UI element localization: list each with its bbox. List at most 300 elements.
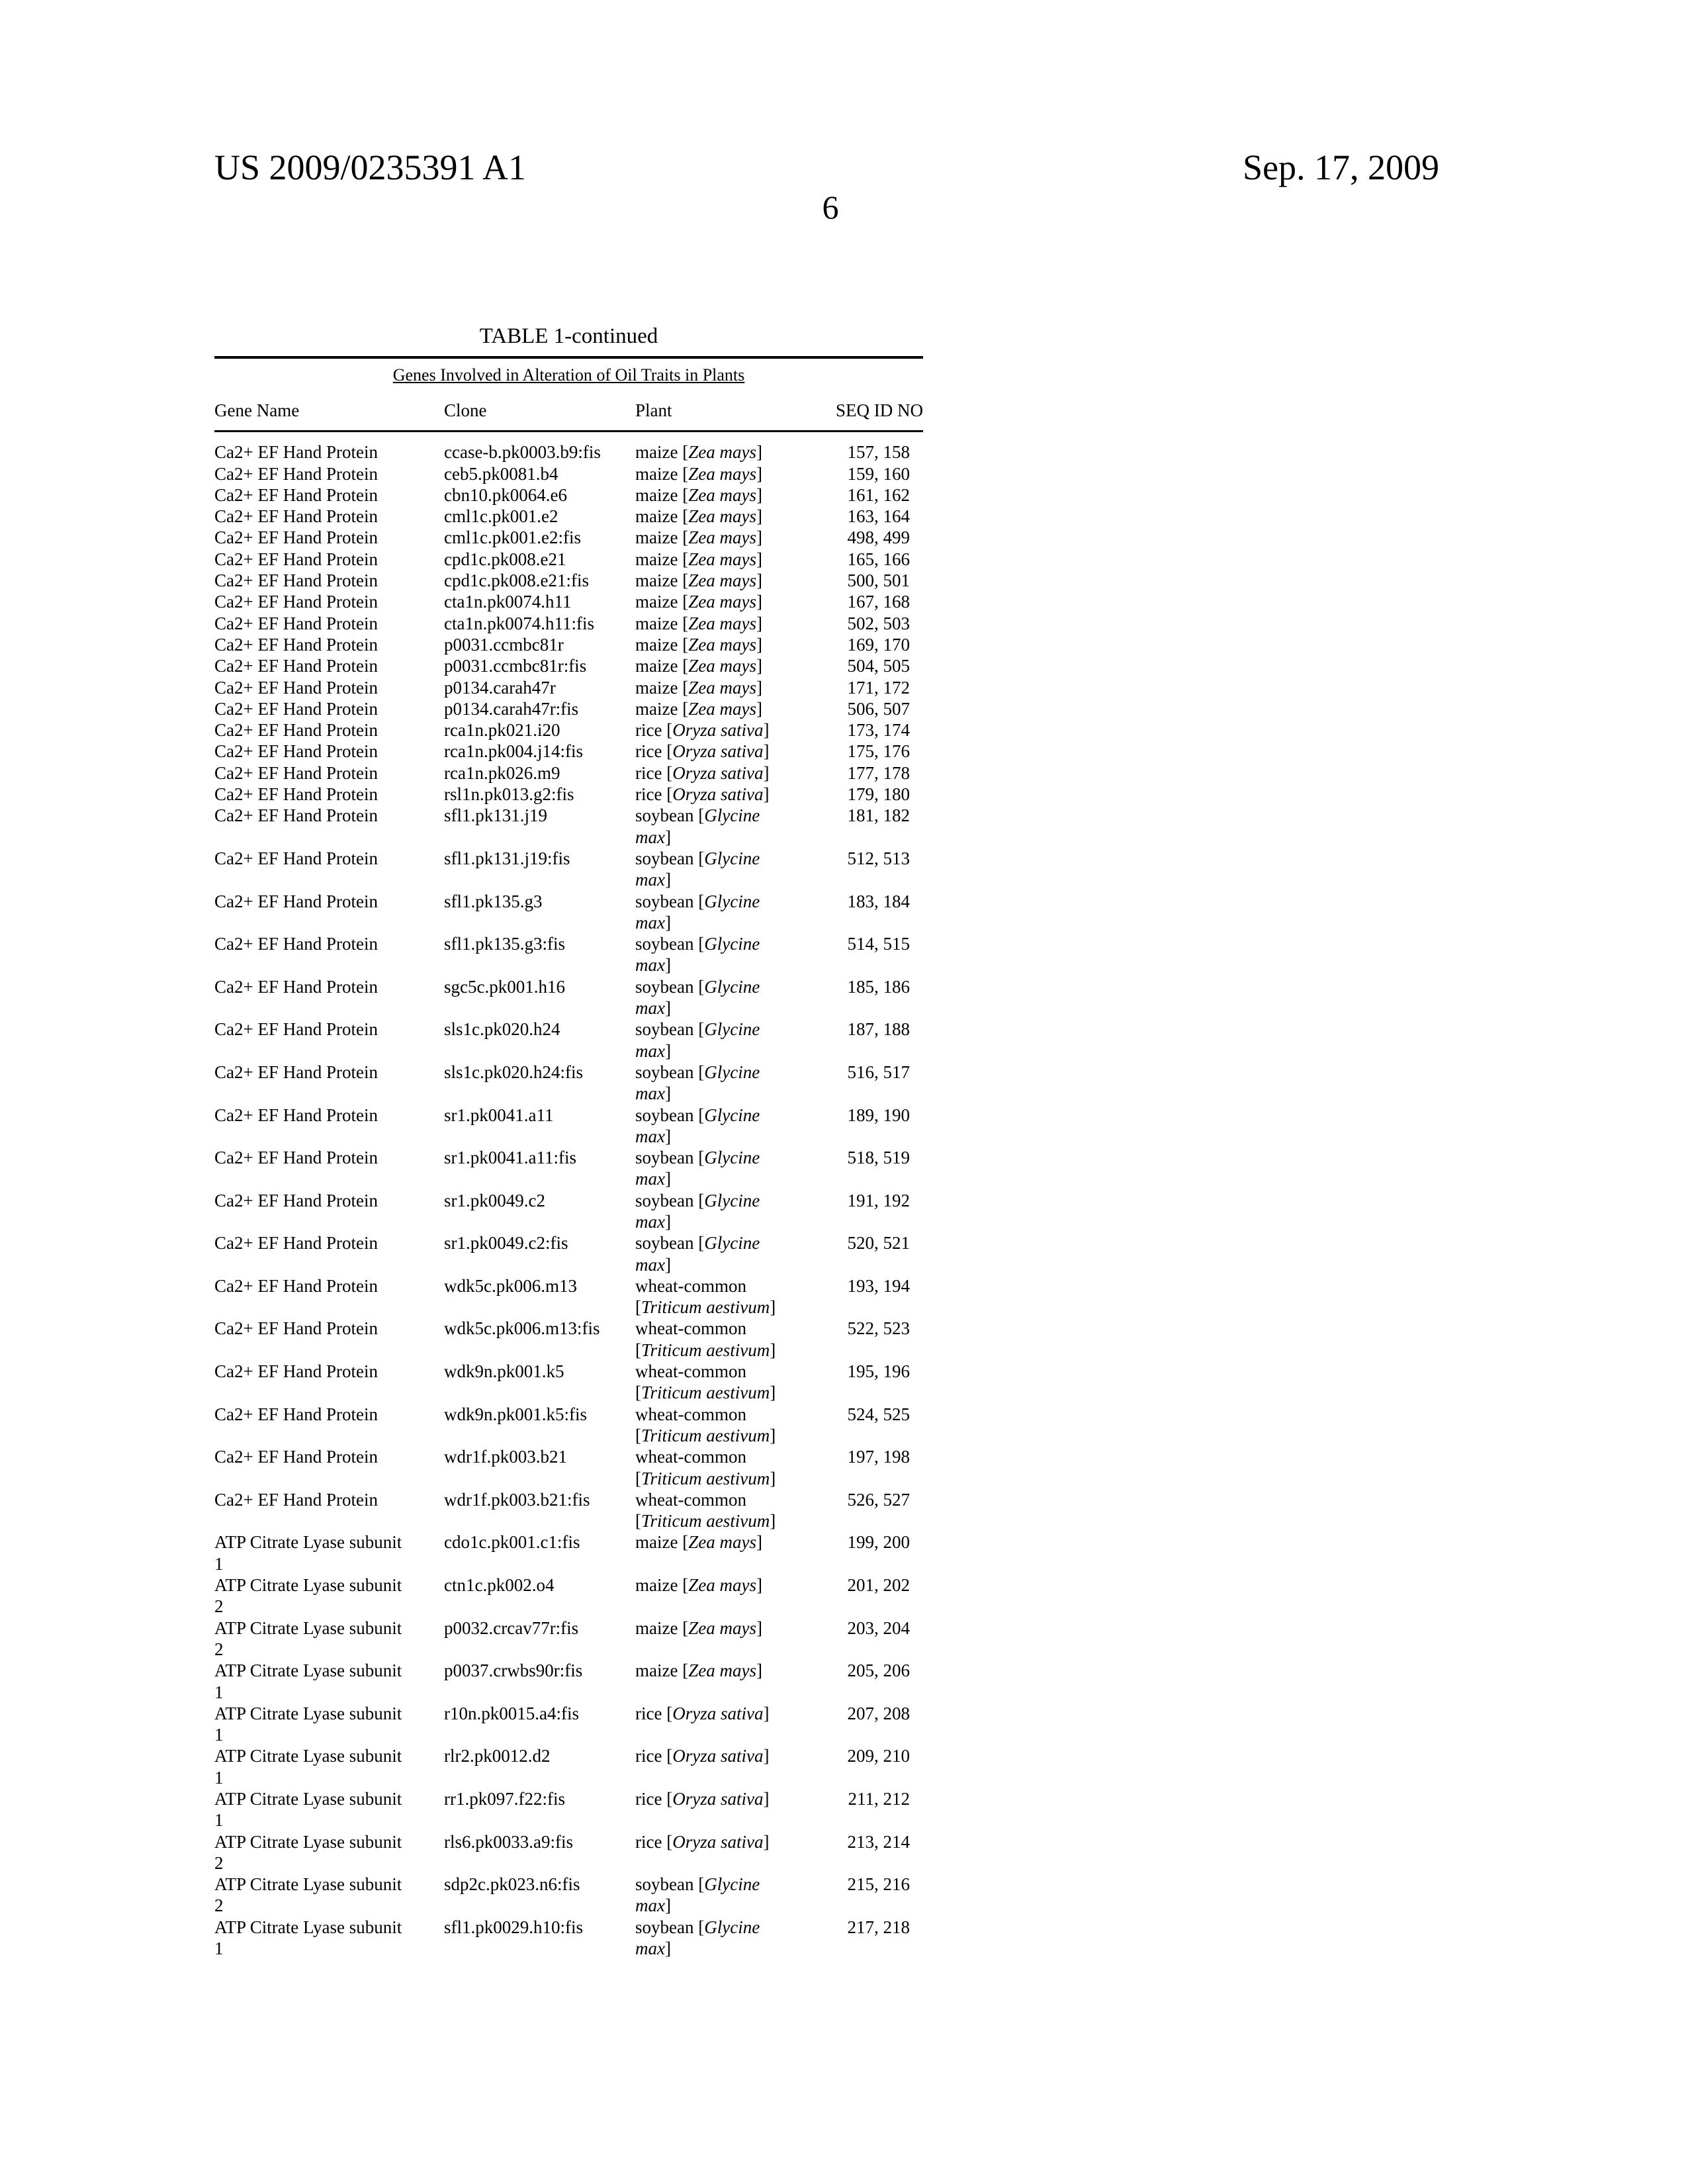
plant-latin-name: Glycine <box>704 1105 760 1125</box>
clone-cell: rsl1n.pk013.g2:fis <box>444 784 635 805</box>
plant-common-name: maize <box>635 549 678 569</box>
gene-name-cell: Ca2+ EF Hand Protein <box>214 719 444 741</box>
clone-cell: sr1.pk0049.c2 <box>444 1190 635 1233</box>
table-row <box>214 1831 923 1874</box>
plant-common-name: maize <box>635 614 678 633</box>
seq-id-cell: 175, 176 <box>814 741 910 762</box>
plant-cell: soybean [Glycine max] <box>635 1874 814 1917</box>
gene-name-cell: Ca2+ EF Hand Protein <box>214 762 444 784</box>
seq-id-cell: 159, 160 <box>814 463 910 484</box>
table-row <box>214 463 923 484</box>
table-row <box>214 506 923 527</box>
plant-latin-name: Zea mays <box>688 699 756 719</box>
plant-latin-name-cont: max <box>635 913 665 933</box>
gene-name-cell: Ca2+ EF Hand Protein <box>214 1361 444 1404</box>
plant-cell: maize [Zea mays] <box>635 591 814 612</box>
plant-latin-name: Zea mays <box>688 464 756 484</box>
plant-common-name: maize <box>635 1618 678 1638</box>
clone-cell: wdr1f.pk003.b21 <box>444 1446 635 1489</box>
table-row <box>214 805 923 848</box>
plant-latin-name: Triticum aestivum <box>641 1426 770 1445</box>
gene-name-cell: Ca2+ EF Hand Protein <box>214 1232 444 1275</box>
publication-date: Sep. 17, 2009 <box>1243 147 1439 188</box>
clone-cell: rca1n.pk026.m9 <box>444 762 635 784</box>
plant-common-name: soybean <box>635 1105 693 1125</box>
plant-common-name: maize <box>635 1532 678 1552</box>
table-row <box>214 1318 923 1361</box>
clone-cell: sdp2c.pk023.n6:fis <box>444 1874 635 1917</box>
plant-common-name: soybean <box>635 977 693 997</box>
plant-common-name: maize <box>635 699 678 719</box>
table-row <box>214 719 923 741</box>
plant-cell: wheat-common [Triticum aestivum] <box>635 1489 814 1532</box>
gene-name-cell: Ca2+ EF Hand Protein <box>214 527 444 548</box>
gene-name-cell: Ca2+ EF Hand Protein <box>214 1275 444 1318</box>
gene-name-cell: Ca2+ EF Hand Protein <box>214 698 444 719</box>
plant-common-name: maize <box>635 570 678 590</box>
clone-cell: rls6.pk0033.a9:fis <box>444 1831 635 1874</box>
plant-common-name: wheat-common <box>635 1447 746 1467</box>
clone-cell: wdk9n.pk001.k5:fis <box>444 1404 635 1447</box>
plant-latin-name: Zea mays <box>688 614 756 633</box>
gene-name-cell: Ca2+ EF Hand Protein <box>214 1105 444 1148</box>
clone-cell: p0134.carah47r:fis <box>444 698 635 719</box>
clone-cell: cta1n.pk0074.h11:fis <box>444 613 635 634</box>
gene-name-cell: Ca2+ EF Hand Protein <box>214 1446 444 1489</box>
table-row <box>214 762 923 784</box>
table-row <box>214 1703 923 1746</box>
gene-name-cell: Ca2+ EF Hand Protein <box>214 784 444 805</box>
plant-common-name: rice <box>635 784 662 804</box>
table-row <box>214 549 923 570</box>
gene-name-cell: Ca2+ EF Hand Protein <box>214 655 444 676</box>
seq-id-cell: 191, 192 <box>814 1190 910 1233</box>
gene-name-cell: Ca2+ EF Hand Protein <box>214 484 444 506</box>
gene-name-cell: Ca2+ EF Hand Protein <box>214 1489 444 1532</box>
plant-cell: maize [Zea mays] <box>635 463 814 484</box>
plant-common-name: soybean <box>635 848 693 868</box>
table-row <box>214 1874 923 1917</box>
plant-cell: soybean [Glycine max] <box>635 891 814 934</box>
table-caption <box>214 359 923 388</box>
gene-name-cell: Ca2+ EF Hand Protein <box>214 506 444 527</box>
clone-cell: sfl1.pk0029.h10:fis <box>444 1917 635 1960</box>
seq-id-cell: 526, 527 <box>814 1489 910 1532</box>
seq-id-cell: 498, 499 <box>814 527 910 548</box>
clone-cell: rlr2.pk0012.d2 <box>444 1745 635 1788</box>
plant-common-name: maize <box>635 592 678 612</box>
seq-id-cell: 201, 202 <box>814 1574 910 1617</box>
plant-cell: soybean [Glycine max] <box>635 848 814 891</box>
genes-table <box>214 323 923 1959</box>
table-row <box>214 741 923 762</box>
table-row <box>214 1062 923 1105</box>
table-row <box>214 441 923 463</box>
column-header-seq-id: SEQ ID NO <box>814 400 923 421</box>
seq-id-cell: 502, 503 <box>814 613 910 634</box>
plant-latin-name: Zea mays <box>688 570 756 590</box>
clone-cell: wdr1f.pk003.b21:fis <box>444 1489 635 1532</box>
clone-cell: sfl1.pk135.g3 <box>444 891 635 934</box>
plant-latin-name: Oryza sativa <box>672 741 763 761</box>
seq-id-cell: 514, 515 <box>814 933 910 976</box>
table-row <box>214 655 923 676</box>
seq-id-cell: 189, 190 <box>814 1105 910 1148</box>
plant-latin-name-cont: max <box>635 998 665 1018</box>
clone-cell: p0037.crwbs90r:fis <box>444 1660 635 1703</box>
plant-cell: rice [Oryza sativa] <box>635 1788 814 1831</box>
column-header-gene-name: Gene Name <box>214 400 444 421</box>
plant-cell: soybean [Glycine max] <box>635 805 814 848</box>
plant-cell: maize [Zea mays] <box>635 1660 814 1703</box>
table-row <box>214 1531 923 1574</box>
clone-cell: sls1c.pk020.h24 <box>444 1019 635 1062</box>
table-row <box>214 1617 923 1661</box>
clone-cell: p0032.crcav77r:fis <box>444 1617 635 1661</box>
gene-name-cell: Ca2+ EF Hand Protein <box>214 570 444 591</box>
plant-latin-name: Zea mays <box>688 442 756 462</box>
clone-cell: r10n.pk0015.a4:fis <box>444 1703 635 1746</box>
table-row <box>214 1660 923 1703</box>
seq-id-cell: 518, 519 <box>814 1147 910 1190</box>
plant-latin-name: Zea mays <box>688 678 756 698</box>
plant-common-name: rice <box>635 1789 662 1809</box>
clone-cell: sls1c.pk020.h24:fis <box>444 1062 635 1105</box>
plant-cell: wheat-common [Triticum aestivum] <box>635 1318 814 1361</box>
seq-id-cell: 187, 188 <box>814 1019 910 1062</box>
plant-latin-name: Zea mays <box>688 485 756 505</box>
plant-latin-name: Oryza sativa <box>672 720 763 740</box>
plant-latin-name: Oryza sativa <box>672 1832 763 1852</box>
plant-latin-name: Oryza sativa <box>672 784 763 804</box>
table-row <box>214 570 923 591</box>
seq-id-cell: 197, 198 <box>814 1446 910 1489</box>
plant-common-name: maize <box>635 1575 678 1595</box>
seq-id-cell: 173, 174 <box>814 719 910 741</box>
seq-id-cell: 195, 196 <box>814 1361 910 1404</box>
publication-number: US 2009/0235391 A1 <box>214 147 526 188</box>
plant-common-name: maize <box>635 485 678 505</box>
gene-name-cell: ATP Citrate Lyase subunit 1 <box>214 1703 444 1746</box>
clone-cell: sgc5c.pk001.h16 <box>444 976 635 1019</box>
plant-latin-name: Glycine <box>704 934 760 954</box>
plant-common-name: wheat-common <box>635 1318 746 1338</box>
plant-cell: soybean [Glycine max] <box>635 1105 814 1148</box>
seq-id-cell: 512, 513 <box>814 848 910 891</box>
plant-latin-name: Glycine <box>704 848 760 868</box>
table-row <box>214 784 923 805</box>
plant-latin-name: Zea mays <box>688 635 756 655</box>
plant-cell: soybean [Glycine max] <box>635 1147 814 1190</box>
plant-latin-name: Zea mays <box>688 506 756 526</box>
table-row <box>214 1275 923 1318</box>
clone-cell: wdk5c.pk006.m13:fis <box>444 1318 635 1361</box>
gene-name-cell: ATP Citrate Lyase subunit 1 <box>214 1788 444 1831</box>
table-row <box>214 1446 923 1489</box>
plant-latin-name: Glycine <box>704 1917 760 1937</box>
table-caption-text: Genes Involved in Alteration of Oil Traits in Plants <box>393 365 745 385</box>
plant-common-name: soybean <box>635 805 693 825</box>
plant-latin-name: Glycine <box>704 977 760 997</box>
plant-latin-name: Zea mays <box>688 592 756 612</box>
clone-cell: sr1.pk0041.a11 <box>444 1105 635 1148</box>
seq-id-cell: 213, 214 <box>814 1831 910 1874</box>
clone-cell: cml1c.pk001.e2 <box>444 506 635 527</box>
clone-cell: cdo1c.pk001.c1:fis <box>444 1531 635 1574</box>
clone-cell: cml1c.pk001.e2:fis <box>444 527 635 548</box>
seq-id-cell: 504, 505 <box>814 655 910 676</box>
plant-common-name: rice <box>635 741 662 761</box>
clone-cell: rr1.pk097.f22:fis <box>444 1788 635 1831</box>
clone-cell: wdk9n.pk001.k5 <box>444 1361 635 1404</box>
plant-latin-name: Zea mays <box>688 527 756 547</box>
clone-cell: cbn10.pk0064.e6 <box>444 484 635 506</box>
gene-name-cell: ATP Citrate Lyase subunit 1 <box>214 1660 444 1703</box>
clone-cell: rca1n.pk021.i20 <box>444 719 635 741</box>
seq-id-cell: 157, 158 <box>814 441 910 463</box>
plant-latin-name: Triticum aestivum <box>641 1469 770 1488</box>
plant-common-name: rice <box>635 720 662 740</box>
seq-id-cell: 193, 194 <box>814 1275 910 1318</box>
table-row <box>214 591 923 612</box>
table-row <box>214 527 923 548</box>
plant-cell: rice [Oryza sativa] <box>635 1745 814 1788</box>
plant-common-name: soybean <box>635 934 693 954</box>
gene-name-cell: Ca2+ EF Hand Protein <box>214 463 444 484</box>
gene-name-cell: Ca2+ EF Hand Protein <box>214 1404 444 1447</box>
plant-cell: soybean [Glycine max] <box>635 1232 814 1275</box>
plant-cell: maize [Zea mays] <box>635 506 814 527</box>
seq-id-cell: 217, 218 <box>814 1917 910 1960</box>
gene-name-cell: Ca2+ EF Hand Protein <box>214 976 444 1019</box>
seq-id-cell: 199, 200 <box>814 1531 910 1574</box>
gene-name-cell: Ca2+ EF Hand Protein <box>214 613 444 634</box>
seq-id-cell: 185, 186 <box>814 976 910 1019</box>
seq-id-cell: 167, 168 <box>814 591 910 612</box>
table-row <box>214 933 923 976</box>
gene-name-cell: Ca2+ EF Hand Protein <box>214 1019 444 1062</box>
plant-latin-name: Zea mays <box>688 1661 756 1680</box>
table-row <box>214 1147 923 1190</box>
plant-latin-name: Glycine <box>704 1019 760 1039</box>
plant-cell: soybean [Glycine max] <box>635 976 814 1019</box>
seq-id-cell: 177, 178 <box>814 762 910 784</box>
plant-latin-name: Triticum aestivum <box>641 1340 770 1360</box>
table-title: TABLE 1-continued <box>214 323 923 356</box>
gene-name-cell: ATP Citrate Lyase subunit 2 <box>214 1874 444 1917</box>
column-header-plant: Plant <box>635 400 814 421</box>
plant-latin-name: Glycine <box>704 1148 760 1167</box>
plant-latin-name-cont: max <box>635 1041 665 1061</box>
gene-name-cell: Ca2+ EF Hand Protein <box>214 1190 444 1233</box>
plant-common-name: maize <box>635 527 678 547</box>
plant-latin-name-cont: max <box>635 955 665 975</box>
plant-cell: maize [Zea mays] <box>635 677 814 698</box>
table-row <box>214 848 923 891</box>
plant-cell: maize [Zea mays] <box>635 655 814 676</box>
plant-cell: maize [Zea mays] <box>635 698 814 719</box>
clone-cell: cta1n.pk0074.h11 <box>444 591 635 612</box>
gene-name-cell: ATP Citrate Lyase subunit 1 <box>214 1917 444 1960</box>
table-row <box>214 1361 923 1404</box>
plant-common-name: maize <box>635 635 678 655</box>
column-header-clone: Clone <box>444 400 635 421</box>
plant-latin-name-cont: max <box>635 1938 665 1958</box>
plant-latin-name-cont: max <box>635 1169 665 1189</box>
seq-id-cell: 165, 166 <box>814 549 910 570</box>
plant-common-name: soybean <box>635 1148 693 1167</box>
plant-cell: maize [Zea mays] <box>635 484 814 506</box>
seq-id-cell: 211, 212 <box>814 1788 910 1831</box>
plant-common-name: wheat-common <box>635 1276 746 1296</box>
plant-cell: rice [Oryza sativa] <box>635 762 814 784</box>
seq-id-cell: 179, 180 <box>814 784 910 805</box>
clone-cell: sr1.pk0041.a11:fis <box>444 1147 635 1190</box>
plant-cell: wheat-common [Triticum aestivum] <box>635 1404 814 1447</box>
clone-cell: p0031.ccmbc81r:fis <box>444 655 635 676</box>
gene-name-cell: Ca2+ EF Hand Protein <box>214 591 444 612</box>
plant-latin-name-cont: max <box>635 870 665 889</box>
table-body <box>214 432 923 1959</box>
clone-cell: cpd1c.pk008.e21:fis <box>444 570 635 591</box>
seq-id-cell: 516, 517 <box>814 1062 910 1105</box>
clone-cell: sfl1.pk131.j19 <box>444 805 635 848</box>
seq-id-cell: 183, 184 <box>814 891 910 934</box>
plant-latin-name-cont: max <box>635 1083 665 1103</box>
plant-common-name: maize <box>635 1661 678 1680</box>
plant-cell: maize [Zea mays] <box>635 1531 814 1574</box>
plant-latin-name: Glycine <box>704 805 760 825</box>
table-row <box>214 634 923 655</box>
plant-common-name: maize <box>635 656 678 676</box>
table-row <box>214 698 923 719</box>
clone-cell: sfl1.pk131.j19:fis <box>444 848 635 891</box>
plant-latin-name: Zea mays <box>688 1532 756 1552</box>
plant-latin-name-cont: max <box>635 1255 665 1275</box>
plant-cell: maize [Zea mays] <box>635 1574 814 1617</box>
gene-name-cell: Ca2+ EF Hand Protein <box>214 441 444 463</box>
clone-cell: p0031.ccmbc81r <box>444 634 635 655</box>
gene-name-cell: Ca2+ EF Hand Protein <box>214 1318 444 1361</box>
plant-cell: soybean [Glycine max] <box>635 1062 814 1105</box>
table-row <box>214 1745 923 1788</box>
plant-common-name: rice <box>635 763 662 783</box>
table-row <box>214 976 923 1019</box>
seq-id-cell: 215, 216 <box>814 1874 910 1917</box>
gene-name-cell: Ca2+ EF Hand Protein <box>214 891 444 934</box>
table-row <box>214 1574 923 1617</box>
plant-common-name: maize <box>635 464 678 484</box>
gene-name-cell: Ca2+ EF Hand Protein <box>214 549 444 570</box>
gene-name-cell: Ca2+ EF Hand Protein <box>214 1147 444 1190</box>
plant-cell: maize [Zea mays] <box>635 527 814 548</box>
plant-common-name: rice <box>635 1746 662 1766</box>
gene-name-cell: ATP Citrate Lyase subunit 2 <box>214 1831 444 1874</box>
seq-id-cell: 169, 170 <box>814 634 910 655</box>
seq-id-cell: 161, 162 <box>814 484 910 506</box>
plant-latin-name-cont: max <box>635 1212 665 1232</box>
plant-cell: wheat-common [Triticum aestivum] <box>635 1275 814 1318</box>
plant-common-name: wheat-common <box>635 1404 746 1424</box>
plant-cell: rice [Oryza sativa] <box>635 784 814 805</box>
plant-cell: maize [Zea mays] <box>635 634 814 655</box>
seq-id-cell: 524, 525 <box>814 1404 910 1447</box>
gene-name-cell: ATP Citrate Lyase subunit 1 <box>214 1531 444 1574</box>
plant-latin-name-cont: max <box>635 1126 665 1146</box>
seq-id-cell: 500, 501 <box>814 570 910 591</box>
plant-common-name: rice <box>635 1832 662 1852</box>
table-row <box>214 484 923 506</box>
table-row <box>214 1232 923 1275</box>
gene-name-cell: Ca2+ EF Hand Protein <box>214 1062 444 1105</box>
clone-cell: ctn1c.pk002.o4 <box>444 1574 635 1617</box>
clone-cell: sfl1.pk135.g3:fis <box>444 933 635 976</box>
plant-cell: wheat-common [Triticum aestivum] <box>635 1361 814 1404</box>
table-row <box>214 1917 923 1960</box>
plant-common-name: rice <box>635 1704 662 1723</box>
plant-latin-name-cont: max <box>635 827 665 847</box>
plant-common-name: wheat-common <box>635 1361 746 1381</box>
plant-latin-name: Zea mays <box>688 1575 756 1595</box>
table-row <box>214 1788 923 1831</box>
plant-latin-name: Oryza sativa <box>672 1746 763 1766</box>
plant-common-name: soybean <box>635 891 693 911</box>
plant-cell: maize [Zea mays] <box>635 570 814 591</box>
table-row <box>214 1489 923 1532</box>
seq-id-cell: 203, 204 <box>814 1617 910 1661</box>
gene-name-cell: Ca2+ EF Hand Protein <box>214 677 444 698</box>
seq-id-cell: 163, 164 <box>814 506 910 527</box>
plant-latin-name: Zea mays <box>688 1618 756 1638</box>
plant-common-name: soybean <box>635 1917 693 1937</box>
table-row <box>214 1404 923 1447</box>
clone-cell: rca1n.pk004.j14:fis <box>444 741 635 762</box>
plant-latin-name: Oryza sativa <box>672 1704 763 1723</box>
clone-cell: p0134.carah47r <box>444 677 635 698</box>
plant-latin-name: Glycine <box>704 1233 760 1253</box>
table-row <box>214 613 923 634</box>
plant-latin-name: Glycine <box>704 1874 760 1894</box>
plant-cell: wheat-common [Triticum aestivum] <box>635 1446 814 1489</box>
seq-id-cell: 522, 523 <box>814 1318 910 1361</box>
plant-cell: maize [Zea mays] <box>635 613 814 634</box>
seq-id-cell: 506, 507 <box>814 698 910 719</box>
seq-id-cell: 205, 206 <box>814 1660 910 1703</box>
gene-name-cell: Ca2+ EF Hand Protein <box>214 741 444 762</box>
plant-latin-name: Glycine <box>704 1062 760 1082</box>
clone-cell: ccase-b.pk0003.b9:fis <box>444 441 635 463</box>
plant-latin-name: Oryza sativa <box>672 763 763 783</box>
gene-name-cell: ATP Citrate Lyase subunit 1 <box>214 1745 444 1788</box>
seq-id-cell: 171, 172 <box>814 677 910 698</box>
gene-name-cell: ATP Citrate Lyase subunit 2 <box>214 1574 444 1617</box>
table-header-row <box>214 388 923 430</box>
plant-common-name: maize <box>635 678 678 698</box>
plant-cell: rice [Oryza sativa] <box>635 741 814 762</box>
plant-cell: rice [Oryza sativa] <box>635 719 814 741</box>
gene-name-cell: Ca2+ EF Hand Protein <box>214 933 444 976</box>
table-row <box>214 677 923 698</box>
plant-latin-name: Oryza sativa <box>672 1789 763 1809</box>
clone-cell: sr1.pk0049.c2:fis <box>444 1232 635 1275</box>
plant-latin-name: Triticum aestivum <box>641 1511 770 1531</box>
plant-cell: maize [Zea mays] <box>635 1617 814 1661</box>
page-number: 6 <box>0 188 1661 226</box>
plant-common-name: soybean <box>635 1062 693 1082</box>
plant-latin-name: Glycine <box>704 891 760 911</box>
gene-name-cell: Ca2+ EF Hand Protein <box>214 634 444 655</box>
plant-latin-name-cont: max <box>635 1895 665 1915</box>
